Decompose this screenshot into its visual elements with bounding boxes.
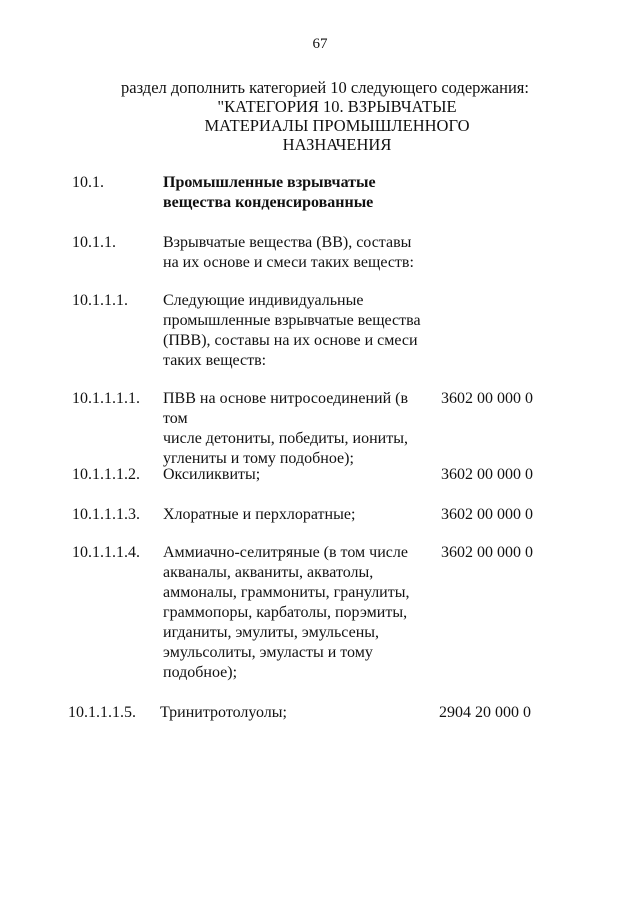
entry-10-1-1-1-3 (0, 505, 640, 543)
category-entries (0, 173, 640, 727)
entry-10-1-1-1-1 (0, 389, 640, 465)
entry-description-line: Следующие индивидуальные (163, 292, 364, 309)
entry-description-line: Взрывчатые вещества (ВВ), составы (163, 234, 412, 251)
customs-code: 2904 20 000 0 (439, 704, 531, 721)
entry-10-1-1 (0, 233, 640, 291)
customs-code: 3602 00 000 0 (441, 544, 533, 561)
entry-10-1-1-1-2 (0, 465, 640, 505)
entry-description-line: подобное); (163, 664, 238, 681)
category-title-line-3: НАЗНАЧЕНИЯ (282, 135, 392, 154)
entry-code: 10.1.1.1.3. (72, 506, 140, 523)
heading-intro: раздел дополнить категорией 10 следующего содержания: (121, 78, 529, 97)
entry-description-line: Аммиачно-селитряные (в том числе (163, 544, 408, 561)
entry-description-line: (ПВВ), составы на их основе и смеси (163, 332, 418, 349)
entry-10-1-1-1 (0, 291, 640, 389)
entry-description (163, 465, 436, 485)
customs-code: 3602 00 000 0 (441, 506, 533, 523)
entry-description-line: вещества конденсированные (163, 194, 374, 211)
entry-description-line: промышленные взрывчатые вещества (163, 312, 421, 329)
entry-code: 10.1.1.1.5. (68, 704, 136, 721)
entry-description-line: игданиты, эмулиты, эмульсены, (163, 624, 380, 641)
entry-description-line: таких веществ: (163, 352, 267, 369)
entry-description-line: акваналы, акваниты, акватолы, (163, 564, 374, 581)
page-number: 67 (312, 36, 328, 52)
entry-description-line: Оксиликвиты; (163, 466, 261, 483)
entry-description-line: числе детониты, победиты, иониты, (163, 430, 408, 447)
entry-code: 10.1. (72, 174, 104, 191)
entry-code: 10.1.1.1.1. (72, 390, 140, 407)
entry-description-line: Хлоратные и перхлоратные; (163, 506, 356, 523)
entry-description-line: аммоналы, граммониты, гранулиты, (163, 584, 410, 601)
entry-description-line: ПВВ на основе нитросоединений (в том (163, 390, 409, 427)
entry-description-line: на их основе и смеси таких веществ: (163, 254, 414, 271)
customs-code: 3602 00 000 0 (441, 466, 533, 483)
entry-description-line: углениты и тому подобное); (163, 450, 354, 467)
entry-code: 10.1.1.1.4. (72, 544, 140, 561)
entry-description (163, 389, 436, 469)
customs-code: 3602 00 000 0 (441, 390, 533, 407)
category-title-line-2: МАТЕРИАЛЫ ПРОМЫШЛЕННОГО (204, 116, 470, 135)
entry-code: 10.1.1.1. (72, 292, 128, 309)
category-title-line-1: "КАТЕГОРИЯ 10. ВЗРЫВЧАТЫЕ (217, 97, 457, 116)
entry-description (160, 703, 433, 723)
entry-description (163, 291, 436, 371)
entry-description (163, 505, 436, 525)
entry-description-line: Промышленные взрывчатые (163, 174, 376, 191)
entry-10-1 (0, 173, 640, 233)
entry-code: 10.1.1. (72, 234, 116, 251)
entry-10-1-1-1-4 (0, 543, 640, 703)
entry-description (163, 233, 436, 273)
entry-description-line: эмульсолиты, эмуласты и тому (163, 644, 373, 661)
entry-description-line: Тринитротолуолы; (160, 704, 287, 721)
section-heading (0, 78, 640, 154)
entry-description (163, 173, 436, 213)
entry-10-1-1-1-5 (0, 703, 640, 727)
entry-code: 10.1.1.1.2. (72, 466, 140, 483)
entry-description-line: граммопоры, карбатолы, порэмиты, (163, 604, 408, 621)
entry-description (163, 543, 436, 683)
